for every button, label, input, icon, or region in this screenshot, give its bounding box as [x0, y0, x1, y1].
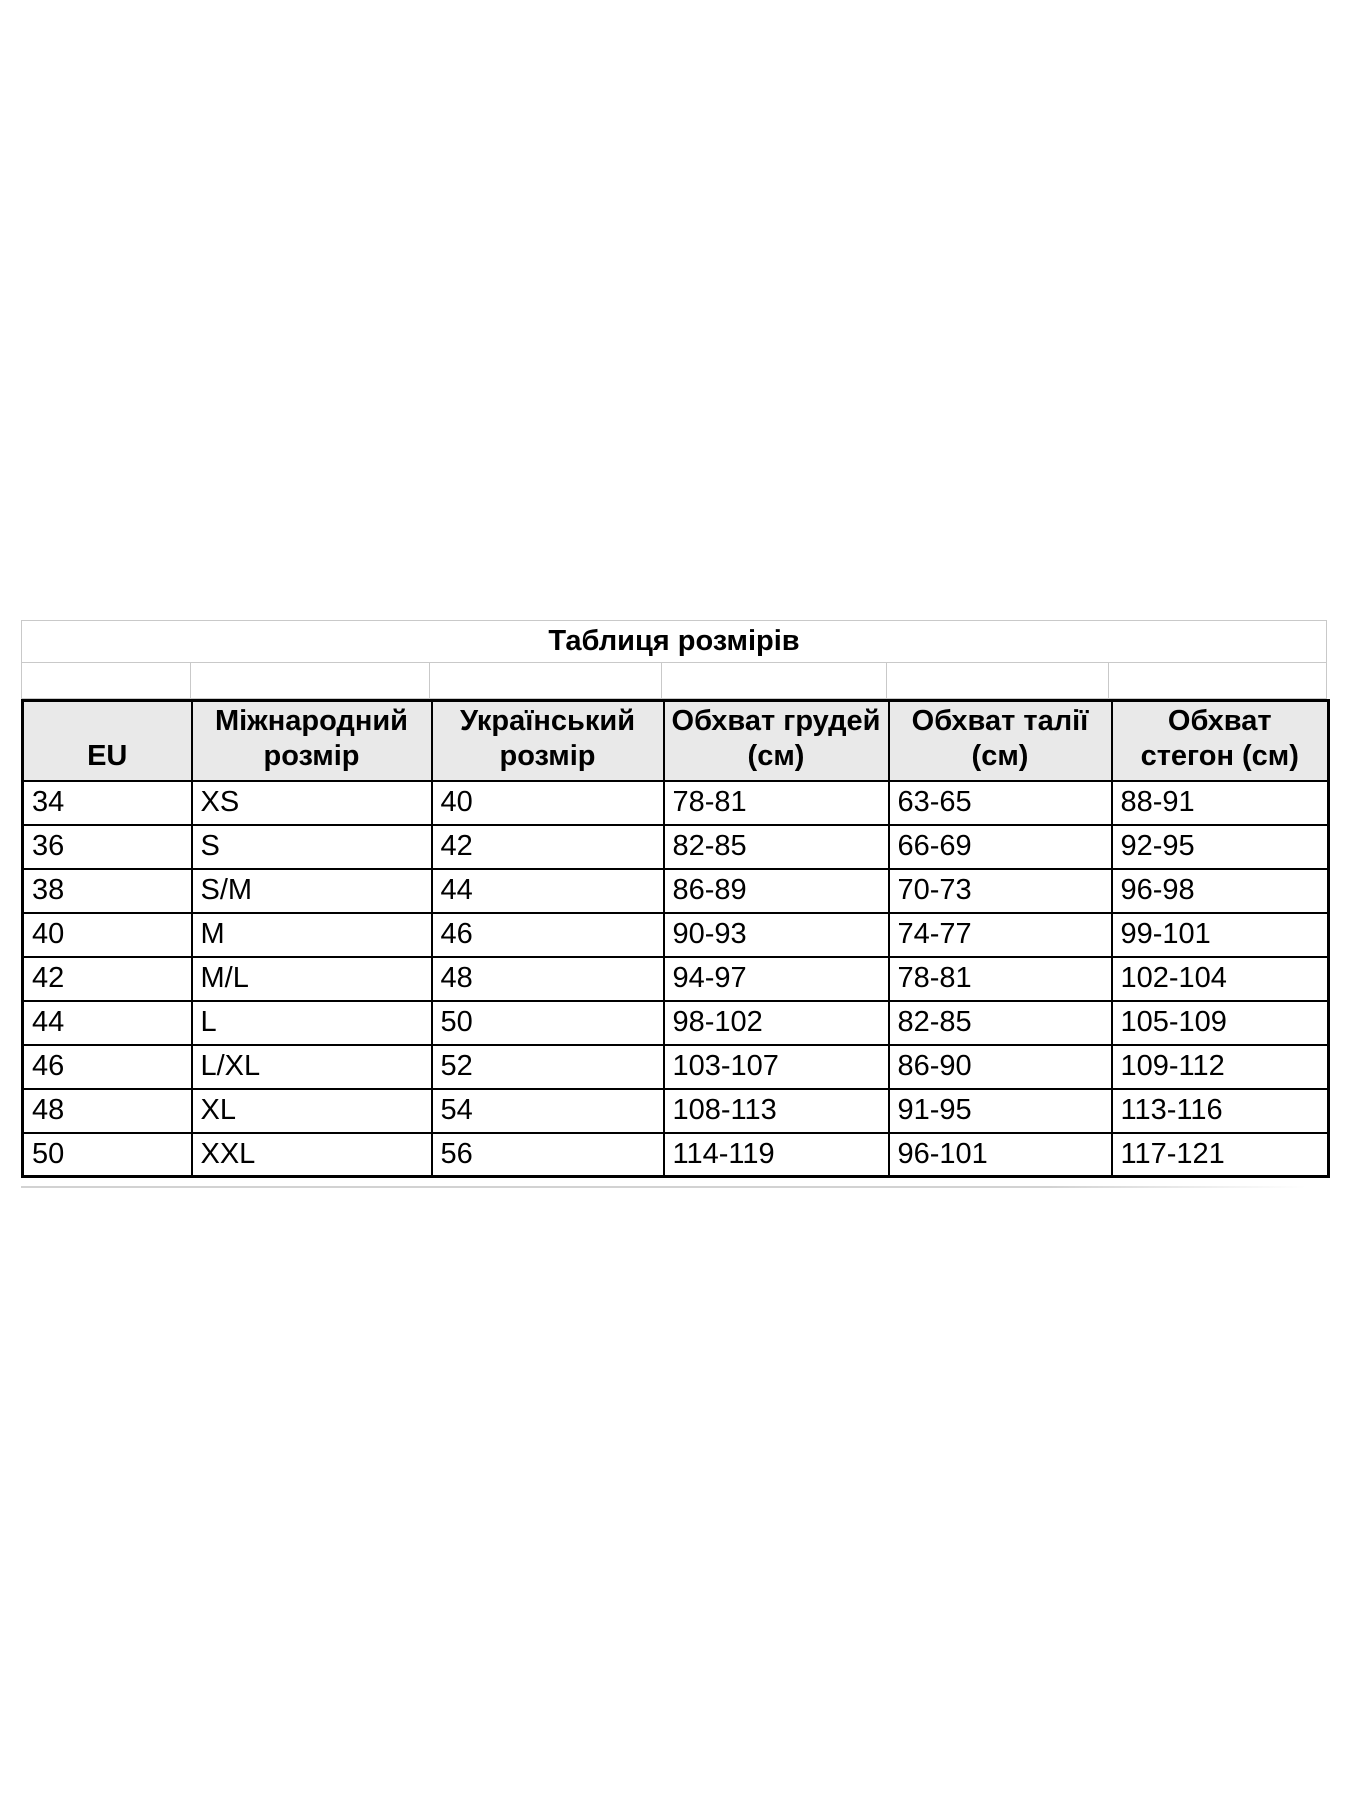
column-header: Міжнародний розмір [192, 701, 432, 781]
table-cell: 91-95 [889, 1089, 1112, 1133]
grid-spacer-cell [1109, 663, 1326, 698]
table-cell: XL [192, 1089, 432, 1133]
table-cell: 103-107 [664, 1045, 889, 1089]
table-cell: 74-77 [889, 913, 1112, 957]
table-cell: 40 [23, 913, 192, 957]
table-row [23, 957, 1329, 1001]
table-row [23, 825, 1329, 869]
table-cell: S [192, 825, 432, 869]
table-cell: 88-91 [1112, 781, 1329, 825]
table-cell: S/M [192, 869, 432, 913]
table-cell: 42 [432, 825, 664, 869]
table-cell: 102-104 [1112, 957, 1329, 1001]
grid-spacer-row [21, 663, 1327, 699]
column-header: Обхват грудей (см) [664, 701, 889, 781]
column-header: Обхват талії (см) [889, 701, 1112, 781]
size-chart-sheet [21, 620, 1327, 1188]
table-cell: 46 [23, 1045, 192, 1089]
table-cell: 82-85 [664, 825, 889, 869]
column-header: Обхват стегон (см) [1112, 701, 1329, 781]
table-cell: 109-112 [1112, 1045, 1329, 1089]
table-cell: 50 [23, 1133, 192, 1177]
table-cell: 117-121 [1112, 1133, 1329, 1177]
table-cell: 38 [23, 869, 192, 913]
table-row [23, 1001, 1329, 1045]
table-cell: XS [192, 781, 432, 825]
table-cell: 96-98 [1112, 869, 1329, 913]
table-cell: 105-109 [1112, 1001, 1329, 1045]
table-cell: 48 [23, 1089, 192, 1133]
table-cell: 63-65 [889, 781, 1112, 825]
table-cell: 50 [432, 1001, 664, 1045]
table-cell: 94-97 [664, 957, 889, 1001]
table-cell: 78-81 [664, 781, 889, 825]
table-cell: XXL [192, 1133, 432, 1177]
table-title-row [21, 620, 1327, 663]
table-cell: 86-90 [889, 1045, 1112, 1089]
table-cell: 52 [432, 1045, 664, 1089]
table-cell: 82-85 [889, 1001, 1112, 1045]
table-cell: 99-101 [1112, 913, 1329, 957]
table-row [23, 1045, 1329, 1089]
table-cell: 114-119 [664, 1133, 889, 1177]
table-cell: 44 [23, 1001, 192, 1045]
table-cell: 66-69 [889, 825, 1112, 869]
table-row [23, 781, 1329, 825]
grid-spacer-cell [887, 663, 1110, 698]
table-cell: 86-89 [664, 869, 889, 913]
table-cell: 46 [432, 913, 664, 957]
table-row [23, 1089, 1329, 1133]
table-cell: 34 [23, 781, 192, 825]
table-cell: 92-95 [1112, 825, 1329, 869]
table-cell: 56 [432, 1133, 664, 1177]
table-cell: M/L [192, 957, 432, 1001]
table-title: Таблиця розмірів [548, 625, 800, 657]
table-cell: 36 [23, 825, 192, 869]
grid-spacer-cell [22, 663, 191, 698]
grid-bottom-line [21, 1186, 1306, 1188]
table-cell: 96-101 [889, 1133, 1112, 1177]
grid-spacer-cell [430, 663, 662, 698]
table-cell: 48 [432, 957, 664, 1001]
table-cell: L/XL [192, 1045, 432, 1089]
table-row [23, 913, 1329, 957]
table-cell: L [192, 1001, 432, 1045]
table-cell: 70-73 [889, 869, 1112, 913]
table-cell: 90-93 [664, 913, 889, 957]
table-row [23, 1133, 1329, 1177]
table-cell: 98-102 [664, 1001, 889, 1045]
column-header: Український розмір [432, 701, 664, 781]
table-cell: M [192, 913, 432, 957]
table-cell: 44 [432, 869, 664, 913]
grid-spacer-cell [662, 663, 887, 698]
table-cell: 108-113 [664, 1089, 889, 1133]
table-cell: 113-116 [1112, 1089, 1329, 1133]
column-header: EU [23, 701, 192, 781]
table-row [23, 869, 1329, 913]
table-cell: 54 [432, 1089, 664, 1133]
table-cell: 78-81 [889, 957, 1112, 1001]
grid-spacer-cell [191, 663, 431, 698]
table-cell: 40 [432, 781, 664, 825]
table-cell: 42 [23, 957, 192, 1001]
table-header-row [23, 701, 1329, 781]
size-table [21, 699, 1330, 1178]
